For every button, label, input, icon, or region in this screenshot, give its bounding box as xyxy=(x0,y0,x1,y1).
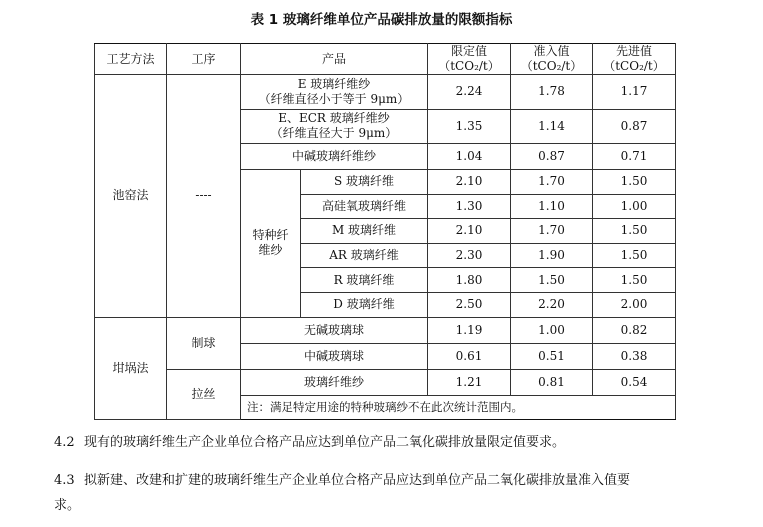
limit-value: 1.35 xyxy=(428,109,511,144)
product-cell: 高硅氧玻璃纤维 xyxy=(301,194,428,219)
entry-value: 1.78 xyxy=(511,75,593,110)
product-cell xyxy=(241,75,428,110)
special-fiber-line1: 特种纤 xyxy=(252,228,289,243)
header-limit-label: 限定值 xyxy=(450,44,487,58)
process-pool-kiln: ---- xyxy=(167,75,241,318)
product-cell: 玻璃纤维纱 xyxy=(241,369,428,395)
paragraph-text: 拟新建、改建和扩建的玻璃纤维生产企业单位合格产品应达到单位产品二氧化碳排放量准入值要 xyxy=(84,473,631,488)
advanced-value: 1.00 xyxy=(593,194,676,219)
advanced-value: 0.82 xyxy=(593,317,676,343)
limit-value: 1.21 xyxy=(428,369,511,395)
paragraph-4-3-continuation xyxy=(54,494,80,517)
entry-value: 0.51 xyxy=(511,343,593,369)
advanced-value: 0.71 xyxy=(593,144,676,170)
paragraph-4-3 xyxy=(54,469,630,492)
product-cell: R 玻璃纤维 xyxy=(301,268,428,293)
header-limit-unit: （tCO₂/t） xyxy=(438,59,500,73)
header-row xyxy=(95,44,676,75)
product-cell: M 玻璃纤维 xyxy=(301,219,428,244)
method-pool-kiln: 池窑法 xyxy=(95,75,167,318)
product-cell: S 玻璃纤维 xyxy=(301,170,428,195)
process-ball-making: 制球 xyxy=(167,317,241,369)
product-spec: （纤维直径小于等于 9μm） xyxy=(258,91,410,106)
limit-value: 1.30 xyxy=(428,194,511,219)
advanced-value: 1.50 xyxy=(593,219,676,244)
entry-value: 1.00 xyxy=(511,317,593,343)
entry-value: 1.70 xyxy=(511,170,593,195)
header-advanced xyxy=(593,44,676,75)
entry-value: 1.50 xyxy=(511,268,593,293)
product-cell: 无碱玻璃球 xyxy=(241,317,428,343)
limit-value: 2.10 xyxy=(428,170,511,195)
product-cell xyxy=(241,109,428,144)
header-method: 工艺方法 xyxy=(95,44,167,75)
limit-value: 1.19 xyxy=(428,317,511,343)
limit-value: 2.24 xyxy=(428,75,511,110)
advanced-value: 1.17 xyxy=(593,75,676,110)
entry-value: 2.20 xyxy=(511,292,593,317)
header-entry xyxy=(511,44,593,75)
special-fiber-group xyxy=(241,170,301,318)
advanced-value: 0.87 xyxy=(593,109,676,144)
table-row xyxy=(95,75,676,110)
header-advanced-unit: （tCO₂/t） xyxy=(603,59,665,73)
product-name: E 玻璃纤维纱 xyxy=(297,76,371,91)
process-drawing: 拉丝 xyxy=(167,369,241,420)
special-fiber-line2: 维纱 xyxy=(258,243,283,258)
limit-value: 2.30 xyxy=(428,243,511,268)
table-row xyxy=(95,317,676,343)
header-advanced-label: 先进值 xyxy=(615,44,652,58)
paragraph-4-2 xyxy=(54,431,565,454)
advanced-value: 2.00 xyxy=(593,292,676,317)
product-cell: 中碱玻璃球 xyxy=(241,343,428,369)
limit-value: 1.80 xyxy=(428,268,511,293)
advanced-value: 0.38 xyxy=(593,343,676,369)
method-crucible: 坩埚法 xyxy=(95,317,167,420)
product-cell: 中碱玻璃纤维纱 xyxy=(241,144,428,170)
paragraph-text: 现有的玻璃纤维生产企业单位合格产品应达到单位产品二氧化碳排放量限定值要求。 xyxy=(84,435,566,450)
entry-value: 1.14 xyxy=(511,109,593,144)
entry-value: 0.87 xyxy=(511,144,593,170)
advanced-value: 1.50 xyxy=(593,268,676,293)
entry-value: 1.70 xyxy=(511,219,593,244)
product-cell: AR 玻璃纤维 xyxy=(301,243,428,268)
paragraph-number: 4.3 xyxy=(54,473,75,488)
limit-value: 2.10 xyxy=(428,219,511,244)
table-caption: 表 1 玻璃纤维单位产品碳排放量的限额指标 xyxy=(250,12,513,28)
paragraph-text-continued: 求。 xyxy=(54,498,81,513)
table-note: 注：满足特定用途的特种玻璃纱不在此次统计范围内。 xyxy=(241,395,676,420)
header-process: 工序 xyxy=(167,44,241,75)
product-name: E、ECR 玻璃纤维纱 xyxy=(278,111,390,126)
emission-limit-table xyxy=(94,43,676,420)
entry-value: 1.10 xyxy=(511,194,593,219)
header-entry-unit: （tCO₂/t） xyxy=(520,59,583,73)
advanced-value: 1.50 xyxy=(593,243,676,268)
limit-value: 0.61 xyxy=(428,343,511,369)
header-product: 产品 xyxy=(241,44,428,75)
header-entry-label: 准入值 xyxy=(533,44,570,58)
table-row xyxy=(95,369,676,395)
limit-value: 2.50 xyxy=(428,292,511,317)
limit-value: 1.04 xyxy=(428,144,511,170)
advanced-value: 1.50 xyxy=(593,170,676,195)
entry-value: 0.81 xyxy=(511,369,593,395)
entry-value: 1.90 xyxy=(511,243,593,268)
paragraph-number: 4.2 xyxy=(54,435,75,450)
product-spec: （纤维直径大于 9μm） xyxy=(270,126,398,141)
header-limit xyxy=(428,44,511,75)
advanced-value: 0.54 xyxy=(593,369,676,395)
product-cell: D 玻璃纤维 xyxy=(301,292,428,317)
